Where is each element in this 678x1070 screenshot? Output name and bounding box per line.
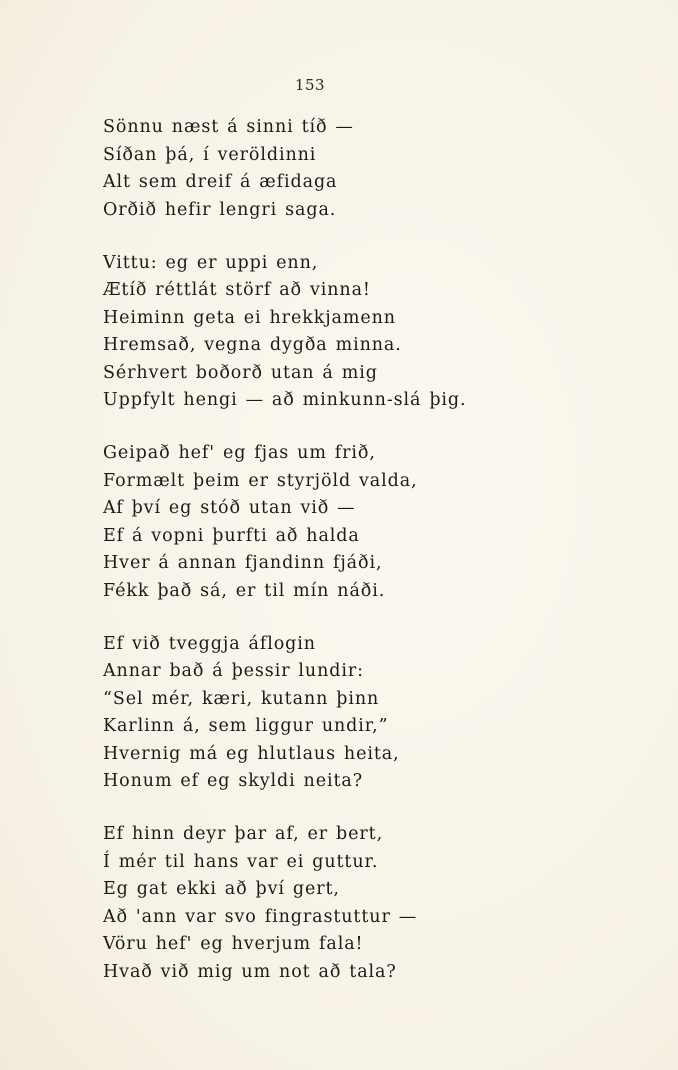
poem-line: Uppfylt hengi — að minkunn-slá þig.	[103, 390, 467, 410]
poem-line: Síðan þá, í veröldinni	[103, 144, 317, 165]
poem-line: Hver á annan fjandinn fjáði,	[103, 553, 383, 573]
poem-line: Geipað hef' eg fjas um frið,	[103, 443, 376, 463]
poem-line: Eg gat ekki að því gert,	[103, 879, 340, 899]
poem-line: Fékk það sá, er til mín náði.	[103, 580, 386, 601]
stanza-5	[103, 821, 663, 986]
poem-line: Heiminn geta ei hrekkjamenn	[103, 307, 396, 328]
poem-line: Sérhvert boðorð utan á mig	[103, 362, 378, 383]
poem-line: Að 'ann var svo fingrastuttur —	[103, 906, 418, 927]
poem-line: Hremsað, vegna dygða minna.	[103, 335, 402, 355]
poem-line: Af því eg stóð utan við —	[103, 498, 356, 518]
poem-line: Orðið hefir lengri saga.	[103, 199, 337, 220]
poem-line: Hvernig má eg hlutlaus heita,	[103, 743, 400, 764]
poem-line: Ef á vopni þurfti að halda	[103, 525, 360, 546]
poem-line: Í mér til hans var ei guttur.	[103, 851, 379, 872]
poem-line: Sönnu næst á sinni tíð —	[103, 117, 354, 137]
poem-line: Annar bað á þessir lundir:	[103, 661, 364, 681]
poem-line: Vittu: eg er uppi enn,	[103, 252, 319, 273]
poem-line: Ef hinn deyr þar af, er bert,	[103, 824, 384, 844]
poem-line: Ætíð réttlát störf að vinna!	[103, 280, 371, 300]
poem-line: Karlinn á, sem liggur undir,”	[103, 716, 389, 736]
stanza-3	[103, 440, 663, 605]
poem-line: Honum ef eg skyldi neita?	[103, 771, 364, 791]
page-number: 153	[294, 76, 326, 94]
poem-line: Hvað við mig um not að tala?	[103, 961, 397, 982]
poem-line: “Sel mér, kæri, kutann þinn	[103, 688, 380, 709]
poem-line: Alt sem dreif á æfidaga	[103, 172, 338, 192]
poem-line: Ef við tveggja áflogin	[103, 633, 316, 654]
poem-line: Vöru hef' eg hverjum fala!	[103, 934, 364, 954]
poem	[103, 114, 663, 1012]
poem-line: Formælt þeim er styrjöld valda,	[103, 470, 418, 491]
stanza-2	[103, 250, 663, 415]
stanza-1	[103, 114, 663, 224]
stanza-4	[103, 631, 663, 796]
